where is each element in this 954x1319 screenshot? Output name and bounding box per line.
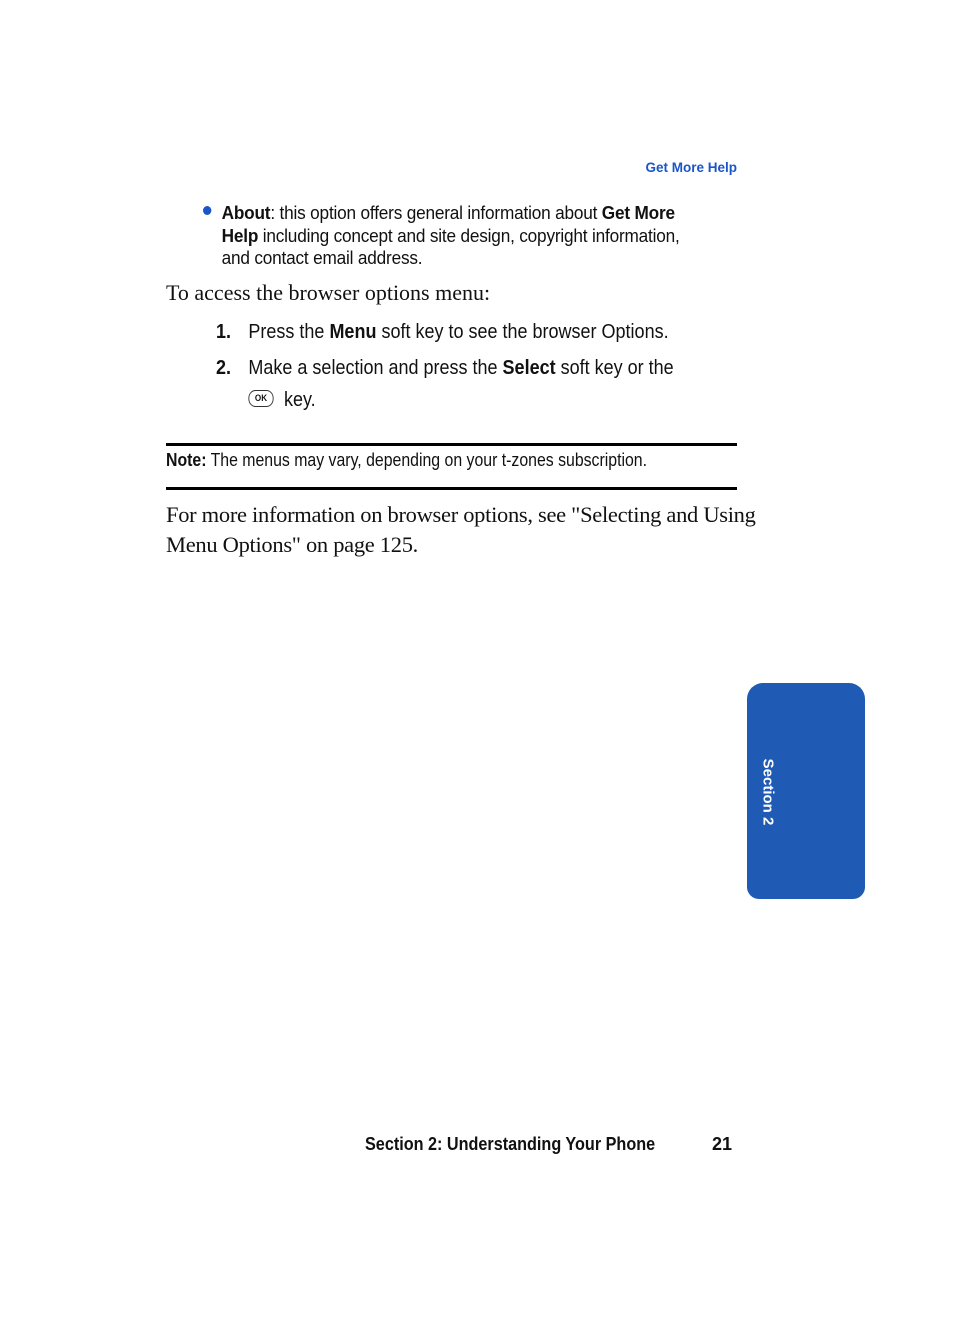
about-bullet bbox=[203, 202, 687, 270]
about-term: About bbox=[221, 202, 271, 223]
select-key-bold: Select bbox=[502, 357, 556, 379]
bullet-dot-icon bbox=[203, 206, 211, 215]
step-number: 1. bbox=[216, 321, 232, 343]
more-info-paragraph: For more information on browser options, see "Selecting and Using Menu Options" on page 125. bbox=[166, 502, 756, 557]
help-bold: Help bbox=[221, 224, 259, 246]
intro-paragraph: To access the browser options menu: bbox=[166, 280, 491, 305]
about-text-1: : this option offers general information about bbox=[270, 202, 602, 223]
menu-key-bold: Menu bbox=[329, 321, 377, 343]
step-2 bbox=[216, 352, 702, 416]
step-1 bbox=[216, 316, 702, 348]
footer-title: Section 2: Understanding Your Phone bbox=[365, 1134, 656, 1154]
step-2-text-2: soft key or the bbox=[555, 357, 674, 379]
step-1-text-2: soft key to see the browser Options. bbox=[376, 321, 669, 343]
note-box bbox=[166, 450, 647, 471]
step-2-text-1: Make a selection and press the bbox=[248, 357, 503, 379]
ok-key-icon: OK bbox=[248, 390, 273, 407]
about-text-2: including concept and site design, copyright information, and contact email address. bbox=[221, 224, 680, 268]
note-label: Note: bbox=[166, 450, 207, 470]
note-top-rule bbox=[166, 443, 737, 446]
section-tab-label: Section 2 bbox=[759, 758, 777, 826]
step-number: 2. bbox=[216, 357, 232, 379]
about-bullet-text bbox=[203, 202, 687, 270]
note-text: The menus may vary, depending on your t-zones subscription. bbox=[206, 450, 648, 470]
step-2-text-3: key. bbox=[279, 389, 316, 411]
steps-list bbox=[216, 316, 702, 420]
page-number: 21 bbox=[711, 1134, 732, 1154]
step-1-text-1: Press the bbox=[248, 321, 330, 343]
header-get-more-help-link: Get More Help bbox=[645, 160, 737, 175]
get-more-bold: Get More bbox=[601, 202, 675, 223]
note-bottom-rule bbox=[166, 487, 737, 490]
